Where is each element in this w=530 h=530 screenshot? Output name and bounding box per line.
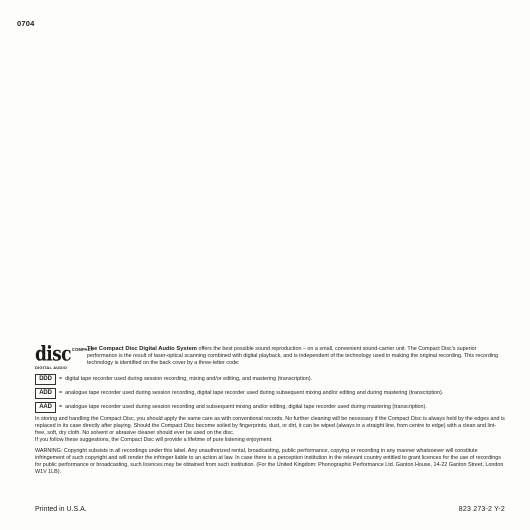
intro-paragraph — [87, 346, 505, 367]
intro-heading: The Compact Disc Digital Audio System — [87, 346, 197, 352]
logo-compact-word: COMPACT — [71, 347, 94, 352]
catalog-number: 823 273-2 Y-2 — [458, 506, 505, 513]
code-row-add — [35, 388, 505, 399]
equals-sign: = — [59, 404, 63, 410]
recording-codes-list — [35, 374, 505, 413]
copyright-warning: WARNING: Copyright subsists in all recordings under this label. Any unauthorized rental, broadcasting, public performance, copying or recording in any manner whatsoever will constitute infringement of such copyright and will render the infringer liable to an action at law. In case there is a perception institution in the relevant country entitled to grant licences for the use of recordings for public performance or broadcasting, such licences may be obtained from such institution. (For the United Kingdom: Phonographic Performance Ltd. Ganton House, 14-22 Ganton Street, London W1V 1LB). — [35, 448, 504, 475]
logo-subtitle: DIGITAL AUDIO — [35, 365, 68, 370]
code-box-aad: AAD — [35, 402, 56, 413]
code-description-ddd: digital tape recorder used during session recording, mixing and/or editing, and mastering (transcription). — [65, 376, 313, 382]
printed-in-label: Printed in U.S.A. — [35, 506, 87, 513]
logo-disc-word: disc — [35, 342, 71, 367]
code-row-aad — [35, 402, 505, 413]
compact-disc-logo — [35, 342, 94, 371]
code-box-add: ADD — [35, 388, 56, 399]
top-catalog-code: 0704 — [17, 19, 35, 28]
code-description-aad: analogue tape recorder used during session recording and subsequent mixing and/or editing, digital tape recorder used during mastering (transcription). — [65, 404, 427, 410]
enjoyment-paragraph: If you follow these suggestions, the Compact Disc will provide a lifetime of pure listening enjoyment. — [35, 437, 273, 443]
footer — [35, 506, 505, 513]
intro-text: offers the best possible sound reproduction – on a small, convenient sound-carrier unit. The Compact Disc's superior performance is the result of laser-optical scanning combined with digital playback, and is independent of the technology used in making the original recording. This recording technology is identified on the back cover by a three-letter code: — [87, 346, 499, 366]
equals-sign: = — [59, 390, 63, 396]
intro-section — [35, 342, 505, 371]
compact-disc-info-block — [35, 342, 505, 476]
code-box-ddd: DDD — [35, 374, 56, 385]
equals-sign: = — [59, 376, 63, 382]
handling-paragraph: In storing and handling the Compact Disc, you should apply the same care as with conventional records. No further cleaning will be necessary if the Compact Disc is always held by the edges and is replaced in its case directly after playing. Should the Compact Disc become soiled by fingerprints, dust, or dirt, it can be wiped (always in a straight line, from centre to edge) with a clean and lint-free, soft, dry cloth. No solvent or abrasive cleaner should ever be used on the disc. — [35, 416, 505, 436]
code-row-ddd — [35, 374, 505, 385]
code-description-add: analogue tape recorder used during session recording, digital tape recorder used during subsequent mixing and/or editing and during mastering (transcription). — [65, 390, 444, 396]
